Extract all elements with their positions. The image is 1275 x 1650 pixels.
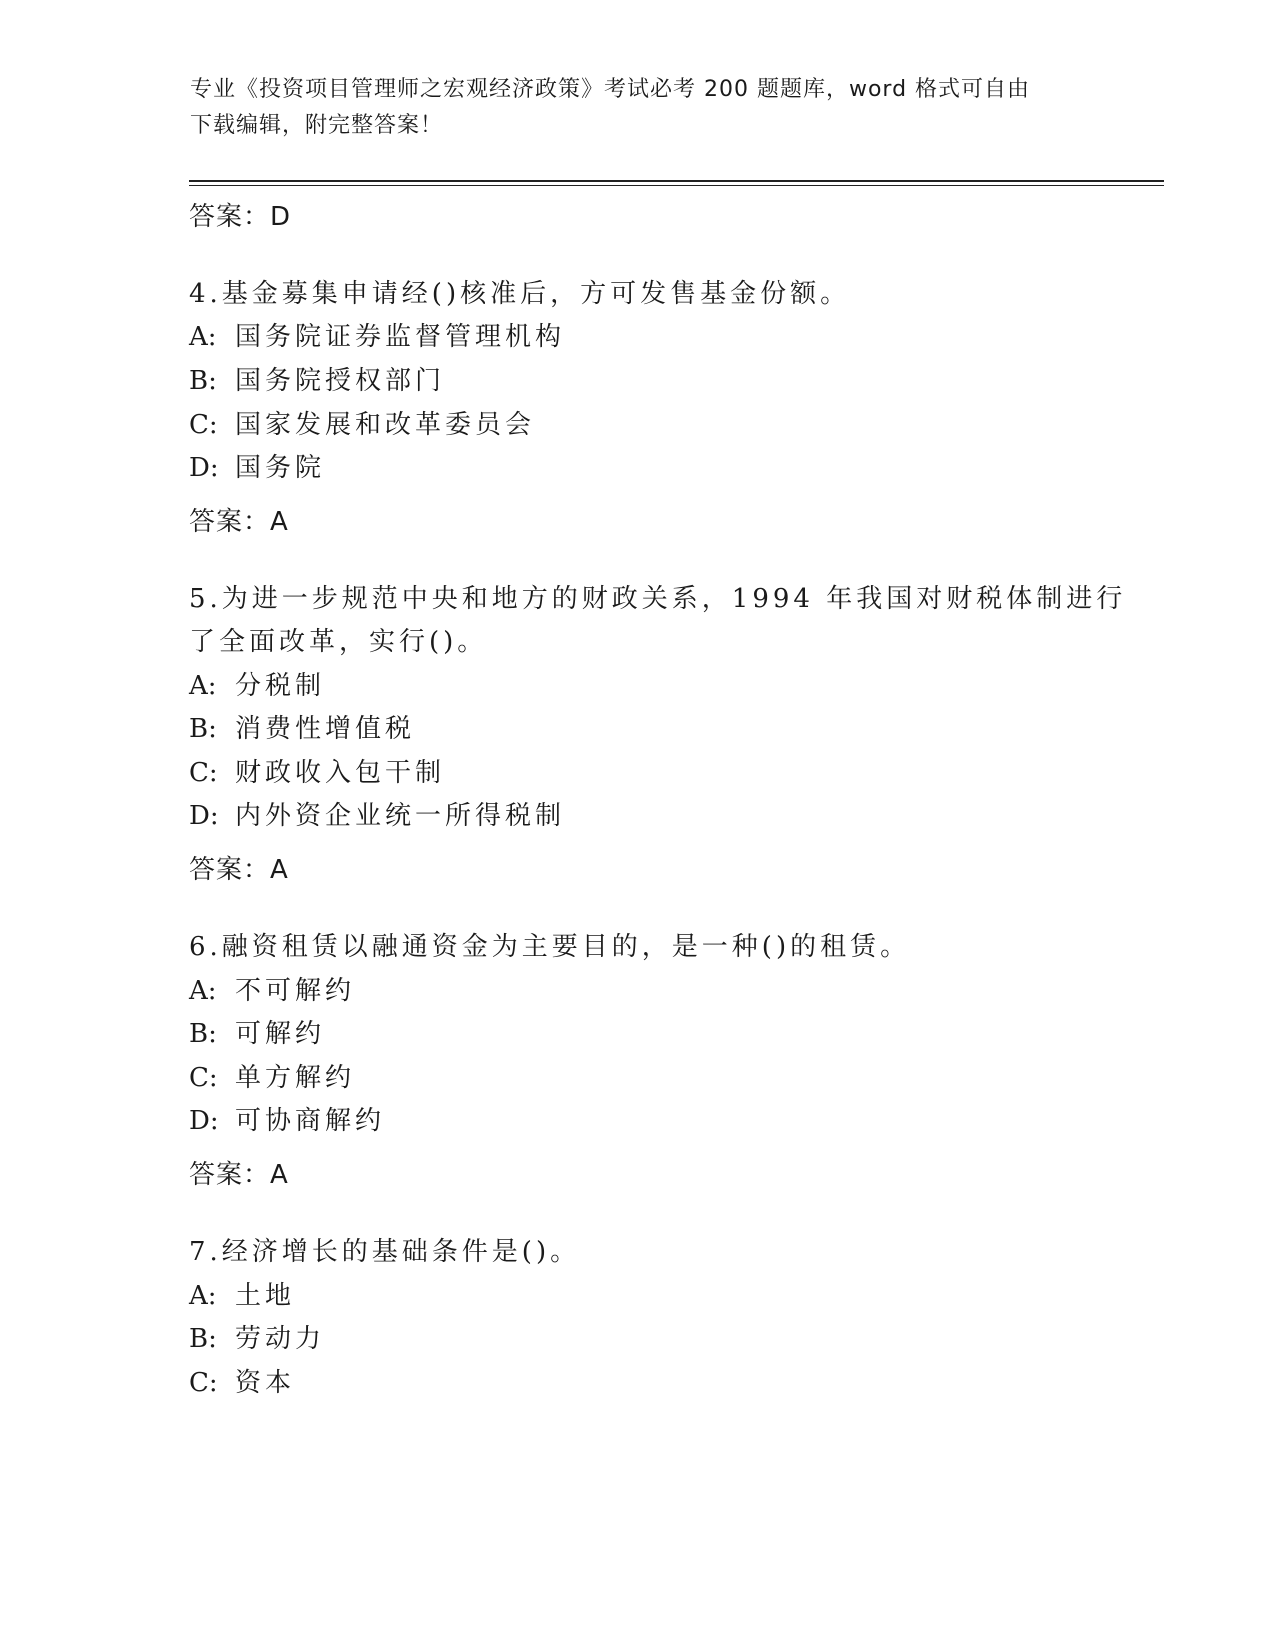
- intro-line-2: 下载编辑，附完整答案！: [190, 113, 444, 138]
- option-text: 劳动力: [235, 1324, 326, 1354]
- q4-option-b: [189, 360, 445, 397]
- option-text: 资本: [235, 1368, 296, 1398]
- option-letter: C:: [189, 410, 218, 440]
- q6-option-c: [189, 1057, 355, 1094]
- option-text: 消费性增值税: [235, 714, 416, 744]
- option-letter: D:: [189, 1106, 219, 1136]
- q5-option-a: [189, 665, 325, 702]
- option-text: 财政收入包干制: [235, 758, 446, 788]
- q7-option-c: [189, 1362, 295, 1399]
- q4-option-a: [189, 316, 565, 353]
- intro-line-1: 专业《投资项目管理师之宏观经济政策》考试必考 200 题题库，word 格式可自由: [190, 77, 1031, 102]
- question-6: 6.融资租赁以融通资金为主要目的，是一种()的租赁。: [189, 932, 911, 962]
- question-5-line-2: 了全面改革，实行()。: [189, 627, 488, 657]
- question-5-line-1: 5.为进一步规范中央和地方的财政关系，1994 年我国对财税体制进行: [189, 584, 1127, 614]
- option-letter: A:: [189, 671, 217, 701]
- option-letter: A:: [189, 322, 217, 352]
- option-text: 不可解约: [235, 976, 356, 1006]
- option-text: 可协商解约: [235, 1106, 386, 1136]
- option-text: 土地: [235, 1281, 296, 1311]
- answer-q5: 答案：A: [189, 855, 289, 885]
- header-rule-thick: [189, 180, 1164, 182]
- q5-option-b: [189, 708, 415, 745]
- option-letter: B:: [189, 714, 217, 744]
- q6-option-a: [189, 970, 355, 1007]
- q6-option-d: [189, 1100, 385, 1137]
- option-letter: B:: [189, 1019, 217, 1049]
- option-text: 可解约: [235, 1019, 326, 1049]
- question-4: 4.基金募集申请经()核准后，方可发售基金份额。: [189, 279, 851, 309]
- option-letter: D:: [189, 453, 219, 483]
- option-letter: C:: [189, 1063, 218, 1093]
- q4-option-c: [189, 404, 535, 441]
- q7-option-b: [189, 1318, 325, 1355]
- question-7: 7.经济增长的基础条件是()。: [189, 1237, 581, 1267]
- option-text: 国务院授权部门: [235, 366, 446, 396]
- answer-q3: 答案：D: [189, 202, 292, 232]
- option-text: 内外资企业统一所得税制: [235, 801, 566, 831]
- option-text: 国务院证券监督管理机构: [235, 322, 566, 352]
- option-text: 国家发展和改革委员会: [235, 410, 536, 440]
- option-letter: D:: [189, 801, 219, 831]
- option-text: 单方解约: [235, 1063, 356, 1093]
- option-text: 国务院: [235, 453, 326, 483]
- q7-option-a: [189, 1275, 295, 1312]
- option-letter: A:: [189, 1281, 217, 1311]
- document-intro: [190, 72, 1090, 144]
- q6-option-b: [189, 1013, 325, 1050]
- q4-option-d: [189, 447, 325, 484]
- answer-q6: 答案：A: [189, 1160, 289, 1190]
- q5-option-c: [189, 752, 445, 789]
- option-letter: C:: [189, 1368, 218, 1398]
- q5-option-d: [189, 795, 565, 832]
- header-rule-thin: [189, 185, 1164, 186]
- option-text: 分税制: [235, 671, 326, 701]
- answer-q4: 答案：A: [189, 507, 289, 537]
- option-letter: C:: [189, 758, 218, 788]
- option-letter: B:: [189, 366, 217, 396]
- option-letter: A:: [189, 976, 217, 1006]
- option-letter: B:: [189, 1324, 217, 1354]
